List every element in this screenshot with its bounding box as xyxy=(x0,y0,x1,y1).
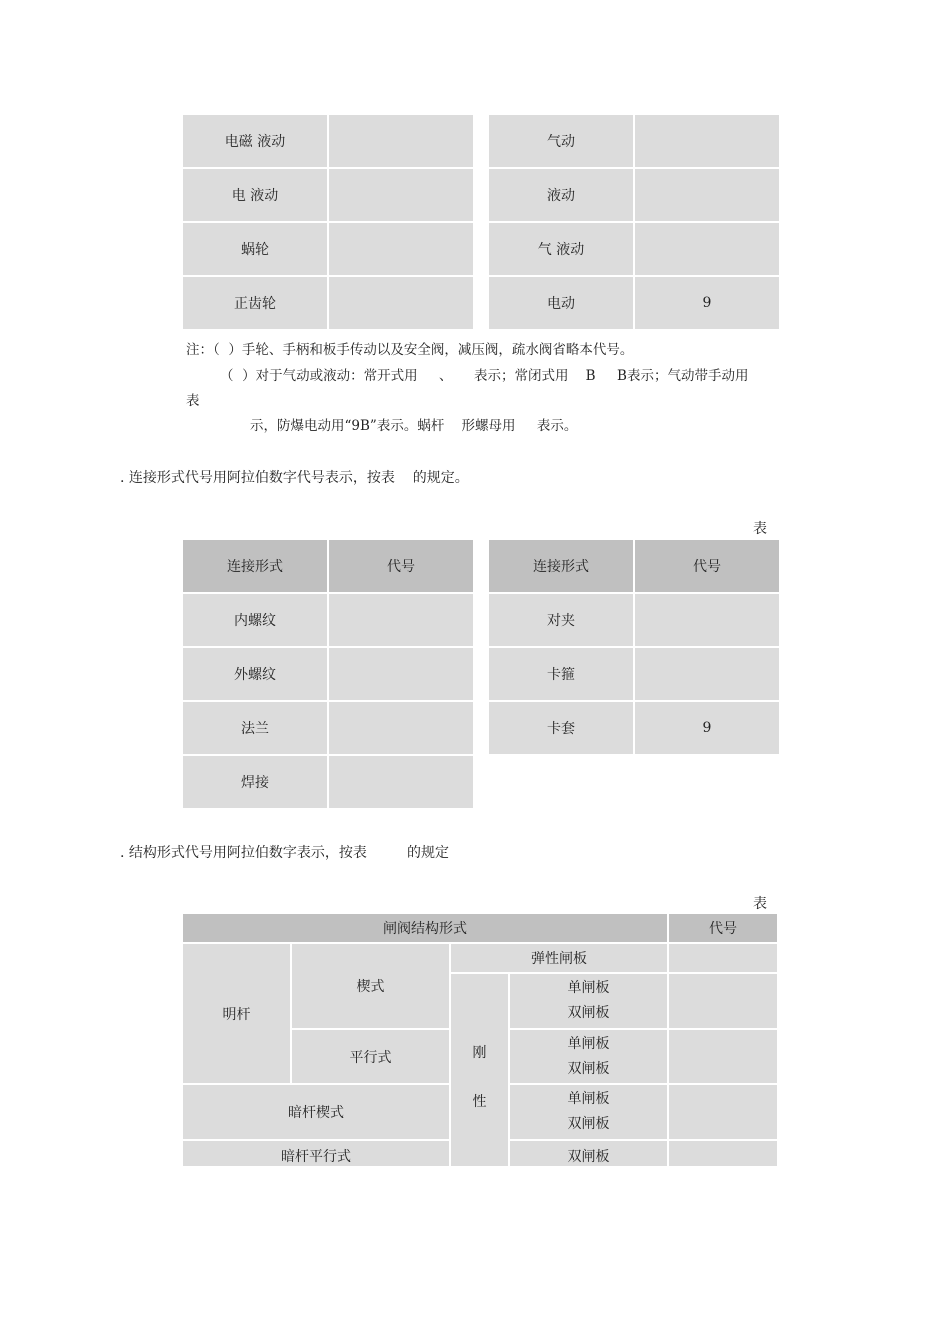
table-cell: 内螺纹 xyxy=(183,594,327,646)
table-header: 连接形式 xyxy=(489,540,633,592)
gate-valve-structure-table xyxy=(183,914,780,1166)
table-cell xyxy=(635,169,779,221)
table-label: 表 xyxy=(753,896,767,912)
table-header: 连接形式 xyxy=(183,540,327,592)
actuator-table-left xyxy=(183,115,473,329)
table-cell xyxy=(510,1030,667,1083)
table-cell: 明杆 xyxy=(183,944,290,1083)
table-cell xyxy=(669,944,777,972)
table-cell xyxy=(329,648,473,700)
single-gate-label: 单闸板 xyxy=(567,980,610,996)
table-header: 代号 xyxy=(635,540,779,592)
table-cell xyxy=(635,223,779,275)
table-cell xyxy=(510,974,667,1028)
table-cell xyxy=(329,169,473,221)
table-cell xyxy=(510,1085,667,1139)
single-gate-label: 单闸板 xyxy=(567,1035,610,1052)
table-cell xyxy=(635,115,779,167)
table-cell: 9 xyxy=(635,277,779,329)
table-cell: 对夹 xyxy=(489,594,633,646)
table-cell xyxy=(329,702,473,754)
table-cell: 电动 xyxy=(489,277,633,329)
table-cell xyxy=(635,594,779,646)
table-cell: 气 液动 xyxy=(489,223,633,275)
table-cell: 暗杆楔式 xyxy=(183,1085,449,1139)
table-cell: 法兰 xyxy=(183,702,327,754)
note-line-3: 表 xyxy=(186,393,200,409)
table-cell: 暗杆平行式 xyxy=(183,1141,449,1166)
table-cell xyxy=(669,1085,777,1139)
table-header: 闸阀结构形式 xyxy=(183,914,667,942)
connection-table-left xyxy=(183,540,473,808)
table-cell: 双闸板 xyxy=(510,1141,667,1166)
table-cell: 楔式 xyxy=(292,944,449,1028)
table-cell: 卡套 xyxy=(489,702,633,754)
table-cell xyxy=(329,223,473,275)
table-cell: 蜗轮 xyxy=(183,223,327,275)
table-cell: 焊接 xyxy=(183,756,327,808)
table-cell: 外螺纹 xyxy=(183,648,327,700)
table-cell xyxy=(451,974,508,1166)
connection-paragraph: . 连接形式代号用阿拉伯数字代号表示，按表 的规定。 xyxy=(120,470,469,486)
table-cell: 电 液动 xyxy=(183,169,327,221)
table-cell: 液动 xyxy=(489,169,633,221)
table-cell xyxy=(669,974,777,1028)
table-cell xyxy=(329,756,473,808)
table-cell: 9 xyxy=(635,702,779,754)
connection-table-right xyxy=(489,540,779,754)
table-cell xyxy=(329,277,473,329)
rigid-label-2: 性 xyxy=(472,1093,487,1110)
table-cell: 平行式 xyxy=(292,1030,449,1083)
double-gate-label: 双闸板 xyxy=(567,1005,610,1021)
double-gate-label: 双闸板 xyxy=(567,1116,610,1132)
table-header: 代号 xyxy=(329,540,473,592)
rigid-label-1: 刚 xyxy=(472,1044,487,1061)
table-cell xyxy=(329,594,473,646)
table-cell xyxy=(635,648,779,700)
structure-paragraph: . 结构形式代号用阿拉伯数字表示，按表 的规定 xyxy=(120,845,449,861)
table-cell xyxy=(669,1030,777,1083)
table-cell: 正齿轮 xyxy=(183,277,327,329)
table-cell: 电磁 液动 xyxy=(183,115,327,167)
table-cell: 弹性闸板 xyxy=(451,944,667,972)
table-label: 表 xyxy=(753,521,767,537)
single-gate-label: 单闸板 xyxy=(567,1091,610,1107)
note-line-4: 示，防爆电动用“9B”表示。蜗杆 形螺母用 表示。 xyxy=(250,418,578,434)
double-gate-label: 双闸板 xyxy=(567,1060,610,1077)
table-cell: 气动 xyxy=(489,115,633,167)
table-cell xyxy=(669,1141,777,1166)
table-cell xyxy=(329,115,473,167)
note-line-2: （ ）对于气动或液动：常开式用 、 表示；常闭式用 B B表示；气动带手动用 xyxy=(220,368,749,384)
note-line-1: 注：（ ）手轮、手柄和板手传动以及安全阀，减压阀，疏水阀省略本代号。 xyxy=(186,342,634,358)
actuator-table-right xyxy=(489,115,779,329)
table-cell: 卡箍 xyxy=(489,648,633,700)
table-header: 代号 xyxy=(669,914,777,942)
